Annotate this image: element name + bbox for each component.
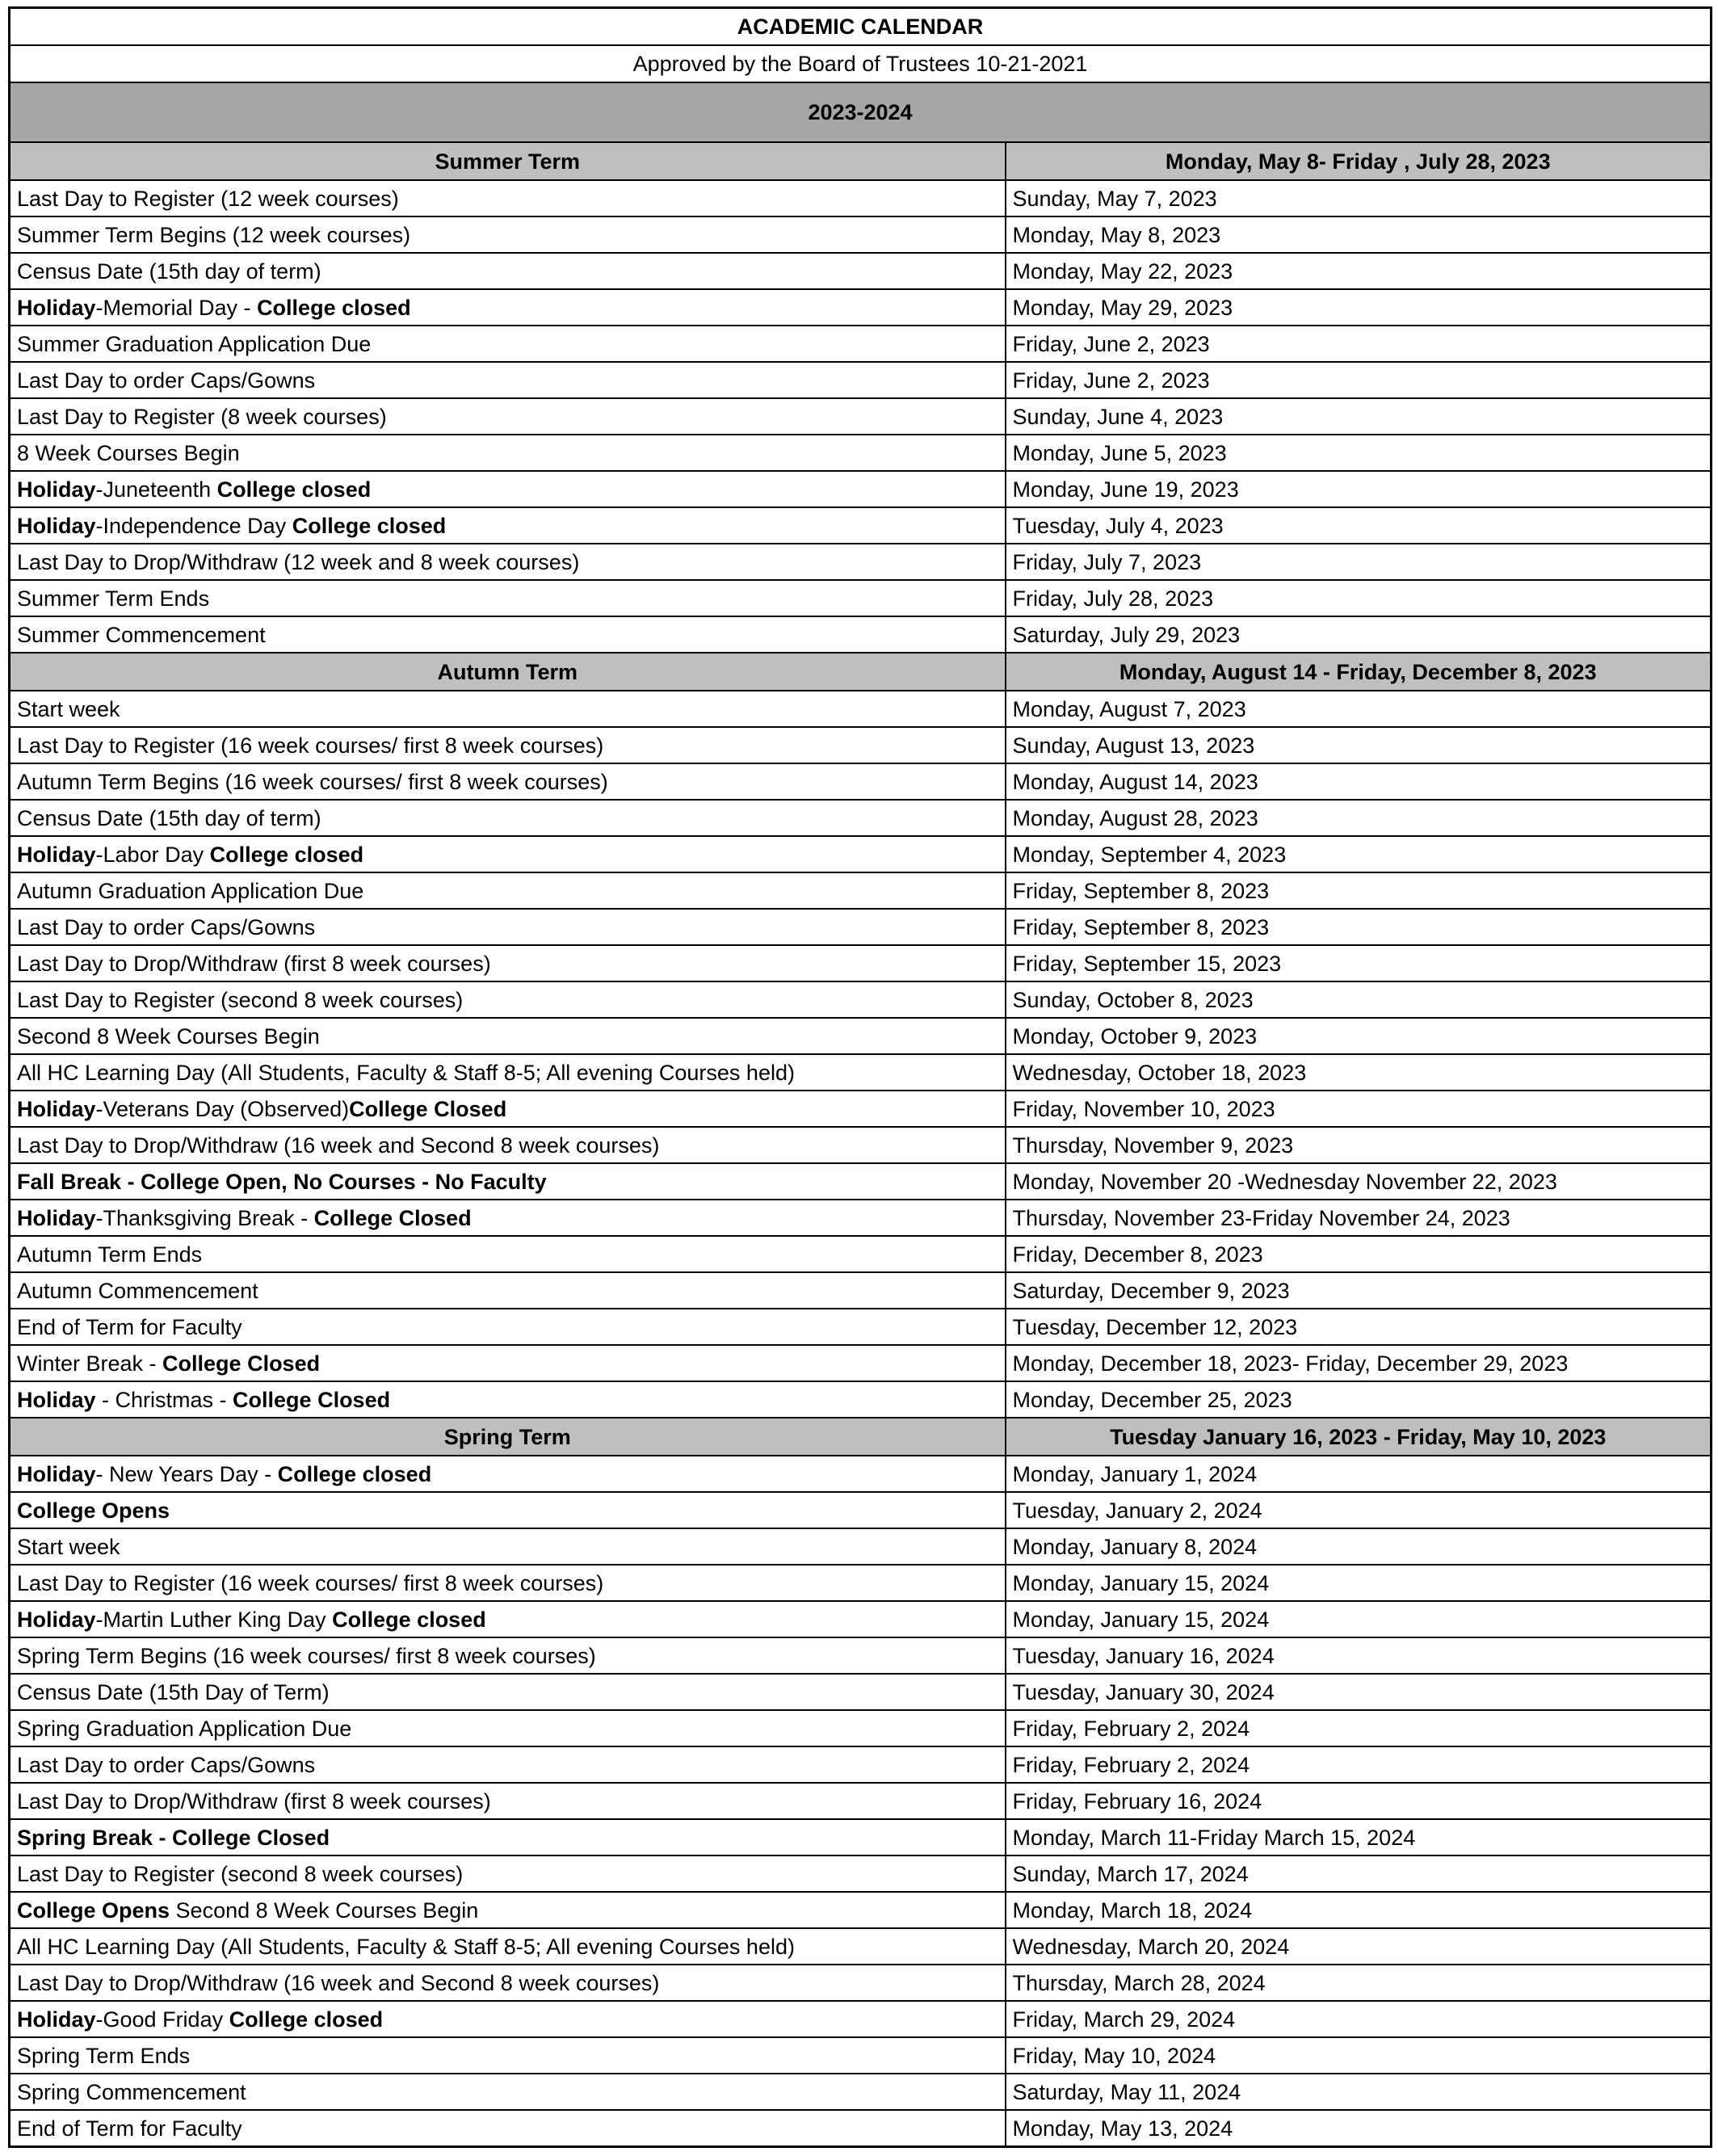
table-row (10, 1272, 1712, 1309)
event-label (10, 872, 1006, 909)
event-label-part: College closed (216, 477, 372, 502)
event-label-part: All HC Learning Day (All Students, Faculty & Staff 8-5; All evening Courses held) (17, 1060, 795, 1085)
table-row (10, 1492, 1712, 1528)
event-date: Monday, December 18, 2023- Friday, December 29, 2023 (1006, 1345, 1712, 1381)
table-row (10, 616, 1712, 653)
event-date: Friday, September 15, 2023 (1006, 945, 1712, 981)
term-header-row (10, 653, 1712, 691)
event-label-part: College Opens (17, 1498, 170, 1523)
table-row (10, 2001, 1712, 2037)
event-label (10, 1783, 1006, 1819)
event-date: Monday, January 8, 2024 (1006, 1528, 1712, 1565)
event-label (10, 945, 1006, 981)
event-date: Saturday, May 11, 2024 (1006, 2074, 1712, 2110)
event-label-part: Last Day to Register (12 week courses) (17, 186, 399, 211)
table-row (10, 1456, 1712, 1492)
event-label (10, 1601, 1006, 1637)
event-date: Friday, March 29, 2024 (1006, 2001, 1712, 2037)
table-row (10, 1236, 1712, 1272)
event-label (10, 2037, 1006, 2074)
event-date: Saturday, July 29, 2023 (1006, 616, 1712, 653)
event-label-part: Spring Graduation Application Due (17, 1716, 352, 1741)
table-row (10, 727, 1712, 763)
table-row (10, 1928, 1712, 1965)
event-label-part: Holiday (17, 1387, 96, 1412)
event-date: Monday, March 18, 2024 (1006, 1892, 1712, 1928)
event-date: Thursday, November 23-Friday November 24, 2023 (1006, 1200, 1712, 1236)
event-label (10, 2074, 1006, 2110)
event-label-part: Holiday (17, 1461, 96, 1486)
event-date: Sunday, June 4, 2023 (1006, 398, 1712, 435)
event-label-part: -Memorial Day - (95, 295, 258, 320)
event-date: Monday, May 22, 2023 (1006, 253, 1712, 289)
event-label (10, 580, 1006, 616)
table-row (10, 2110, 1712, 2147)
event-label-part: -Juneteenth (95, 477, 217, 502)
event-date: Monday, December 25, 2023 (1006, 1381, 1712, 1418)
event-label-part: Autumn Commencement (17, 1278, 258, 1303)
event-label-part: Holiday (17, 842, 96, 867)
event-label-part: - Christmas - (95, 1387, 233, 1412)
event-label (10, 289, 1006, 326)
event-date: Friday, May 10, 2024 (1006, 2037, 1712, 2074)
event-date: Friday, December 8, 2023 (1006, 1236, 1712, 1272)
term-header-row (10, 142, 1712, 180)
event-date: Monday, January 1, 2024 (1006, 1456, 1712, 1492)
event-date: Wednesday, March 20, 2024 (1006, 1928, 1712, 1965)
table-row (10, 1856, 1712, 1892)
term-name: Summer Term (10, 142, 1006, 180)
table-row (10, 945, 1712, 981)
event-label-part: Autumn Term Ends (17, 1242, 203, 1267)
event-label (10, 2110, 1006, 2147)
table-row (10, 580, 1712, 616)
event-label-part: College Closed (233, 1387, 391, 1412)
event-label (10, 435, 1006, 471)
event-date: Monday, June 5, 2023 (1006, 435, 1712, 471)
table-row (10, 362, 1712, 398)
event-date: Friday, July 7, 2023 (1006, 544, 1712, 580)
event-label-part: -Labor Day (95, 842, 210, 867)
table-row (10, 800, 1712, 836)
event-label-part: Last Day to Register (16 week courses/ first 8 week courses) (17, 1570, 604, 1595)
calendar-year-row (10, 82, 1712, 142)
table-row (10, 1054, 1712, 1091)
page-title: ACADEMIC CALENDAR (10, 8, 1712, 46)
event-label-part: Holiday (17, 1607, 96, 1632)
event-date: Wednesday, October 18, 2023 (1006, 1054, 1712, 1091)
event-label (10, 1163, 1006, 1200)
table-row (10, 216, 1712, 253)
event-label (10, 253, 1006, 289)
event-label-part: Last Day to Register (16 week courses/ first 8 week courses) (17, 733, 604, 758)
event-label-part: College closed (292, 513, 447, 538)
event-label (10, 691, 1006, 727)
event-label-part: Last Day to Drop/Withdraw (first 8 week courses) (17, 1788, 491, 1813)
event-date: Monday, August 14, 2023 (1006, 763, 1712, 800)
event-label-part: All HC Learning Day (All Students, Faculty & Staff 8-5; All evening Courses held) (17, 1934, 795, 1959)
event-label (10, 1565, 1006, 1601)
academic-calendar-table (8, 6, 1712, 2148)
table-row (10, 1381, 1712, 1418)
event-label (10, 909, 1006, 945)
event-label-part: College closed (257, 295, 411, 320)
event-date: Monday, January 15, 2024 (1006, 1565, 1712, 1601)
event-label (10, 544, 1006, 580)
table-row (10, 691, 1712, 727)
event-date: Monday, May 8, 2023 (1006, 216, 1712, 253)
event-date: Tuesday, December 12, 2023 (1006, 1309, 1712, 1345)
table-row (10, 1018, 1712, 1054)
event-label (10, 1928, 1006, 1965)
event-label-part: Summer Commencement (17, 622, 266, 647)
calendar-body (10, 8, 1712, 2147)
event-label-part: Summer Term Begins (12 week courses) (17, 222, 411, 247)
event-label (10, 1674, 1006, 1710)
event-label (10, 398, 1006, 435)
event-label-part: College Closed (349, 1096, 507, 1121)
table-row (10, 1127, 1712, 1163)
event-date: Tuesday, July 4, 2023 (1006, 507, 1712, 544)
event-label-part: -Thanksgiving Break - (95, 1205, 314, 1230)
table-row (10, 180, 1712, 216)
table-row (10, 1746, 1712, 1783)
event-label-part: Last Day to Drop/Withdraw (16 week and Second 8 week courses) (17, 1970, 660, 1995)
table-row (10, 544, 1712, 580)
event-label-part: Second 8 Week Courses Begin (17, 1023, 320, 1049)
event-label-part: Fall Break - College Open, No Courses - No Faculty (17, 1169, 547, 1194)
event-label-part: Last Day to order Caps/Gowns (17, 914, 316, 939)
table-row (10, 253, 1712, 289)
table-row (10, 2074, 1712, 2110)
event-label (10, 1892, 1006, 1928)
table-row (10, 763, 1712, 800)
event-date: Monday, August 28, 2023 (1006, 800, 1712, 836)
event-label (10, 180, 1006, 216)
event-label-part: College closed (277, 1461, 432, 1486)
event-label (10, 1637, 1006, 1674)
event-label (10, 1381, 1006, 1418)
event-label-part: 8 Week Courses Begin (17, 440, 240, 465)
term-date-range: Monday, May 8- Friday , July 28, 2023 (1006, 142, 1712, 180)
approval-subtitle: Approved by the Board of Trustees 10-21-2021 (10, 45, 1712, 82)
table-row (10, 435, 1712, 471)
event-date: Friday, November 10, 2023 (1006, 1091, 1712, 1127)
term-header-row (10, 1418, 1712, 1456)
event-label (10, 800, 1006, 836)
table-row (10, 1819, 1712, 1856)
event-date: Monday, May 13, 2024 (1006, 2110, 1712, 2147)
event-label-part: Last Day to Drop/Withdraw (first 8 week courses) (17, 951, 491, 976)
event-label (10, 1856, 1006, 1892)
table-row (10, 1674, 1712, 1710)
table-row (10, 909, 1712, 945)
event-label-part: Last Day to Register (second 8 week courses) (17, 987, 464, 1012)
event-date: Sunday, March 17, 2024 (1006, 1856, 1712, 1892)
event-label-part: -Veterans Day (Observed) (95, 1096, 350, 1121)
event-date: Friday, July 28, 2023 (1006, 580, 1712, 616)
event-date: Monday, June 19, 2023 (1006, 471, 1712, 507)
table-row (10, 326, 1712, 362)
event-label-part: -Good Friday (95, 2007, 229, 2032)
event-date: Friday, September 8, 2023 (1006, 872, 1712, 909)
table-row (10, 1528, 1712, 1565)
table-row (10, 289, 1712, 326)
event-label-part: College Closed (313, 1205, 472, 1230)
event-label (10, 1819, 1006, 1856)
term-date-range: Tuesday January 16, 2023 - Friday, May 10, 2023 (1006, 1418, 1712, 1456)
table-row (10, 1163, 1712, 1200)
event-date: Monday, November 20 -Wednesday November 22, 2023 (1006, 1163, 1712, 1200)
event-label (10, 1965, 1006, 2001)
event-label (10, 507, 1006, 544)
event-label (10, 981, 1006, 1018)
event-label (10, 1127, 1006, 1163)
event-date: Friday, February 2, 2024 (1006, 1710, 1712, 1746)
calendar-title-row (10, 8, 1712, 46)
event-date: Saturday, December 9, 2023 (1006, 1272, 1712, 1309)
event-label (10, 471, 1006, 507)
event-label-part: Autumn Term Begins (16 week courses/ first 8 week courses) (17, 769, 608, 794)
event-label-part: Holiday (17, 477, 96, 502)
event-date: Friday, February 16, 2024 (1006, 1783, 1712, 1819)
event-label (10, 1272, 1006, 1309)
event-label (10, 1492, 1006, 1528)
table-row (10, 1637, 1712, 1674)
table-row (10, 507, 1712, 544)
event-label-part: Holiday (17, 513, 96, 538)
event-date: Friday, February 2, 2024 (1006, 1746, 1712, 1783)
academic-year-banner: 2023-2024 (10, 82, 1712, 142)
event-date: Tuesday, January 2, 2024 (1006, 1492, 1712, 1528)
event-label (10, 1309, 1006, 1345)
event-label-part: Last Day to Drop/Withdraw (16 week and Second 8 week courses) (17, 1133, 660, 1158)
event-label-part: Winter Break - (17, 1351, 163, 1376)
table-row (10, 398, 1712, 435)
event-label-part: Census Date (15th Day of Term) (17, 1679, 330, 1704)
event-label-part: Summer Term Ends (17, 586, 210, 611)
event-label (10, 836, 1006, 872)
calendar-subtitle-row (10, 45, 1712, 82)
event-label-part: Holiday (17, 2007, 96, 2032)
event-label (10, 616, 1006, 653)
event-label-part: End of Term for Faculty (17, 1314, 242, 1339)
event-label-part: Census Date (15th day of term) (17, 258, 321, 284)
event-label-part: End of Term for Faculty (17, 2116, 242, 2141)
event-label-part: Last Day to Register (second 8 week courses) (17, 1861, 464, 1886)
event-label (10, 1710, 1006, 1746)
event-label-part: Spring Break - College Closed (17, 1825, 330, 1850)
table-row (10, 471, 1712, 507)
table-row (10, 1892, 1712, 1928)
table-row (10, 1710, 1712, 1746)
event-date: Friday, September 8, 2023 (1006, 909, 1712, 945)
event-label (10, 326, 1006, 362)
event-date: Sunday, August 13, 2023 (1006, 727, 1712, 763)
event-label-part: College closed (229, 2007, 384, 2032)
table-row (10, 1965, 1712, 2001)
event-date: Friday, June 2, 2023 (1006, 362, 1712, 398)
event-label-part: Summer Graduation Application Due (17, 331, 372, 356)
event-label-part: Last Day to Drop/Withdraw (12 week and 8 week courses) (17, 549, 580, 574)
table-row (10, 1200, 1712, 1236)
event-label-part: College closed (332, 1607, 486, 1632)
event-label-part: -Independence Day (95, 513, 292, 538)
event-label-part: Last Day to Register (8 week courses) (17, 404, 387, 429)
table-row (10, 1345, 1712, 1381)
event-label-part: Spring Term Ends (17, 2043, 191, 2068)
event-date: Thursday, November 9, 2023 (1006, 1127, 1712, 1163)
event-date: Thursday, March 28, 2024 (1006, 1965, 1712, 2001)
term-date-range: Monday, August 14 - Friday, December 8, 2023 (1006, 653, 1712, 691)
event-label (10, 216, 1006, 253)
table-row (10, 1091, 1712, 1127)
event-label (10, 1200, 1006, 1236)
event-label-part: Last Day to order Caps/Gowns (17, 1752, 316, 1777)
event-label-part: Census Date (15th day of term) (17, 805, 321, 830)
event-label-part: College Closed (162, 1351, 321, 1376)
table-row (10, 872, 1712, 909)
event-label-part: -Martin Luther King Day (95, 1607, 333, 1632)
event-label-part: Holiday (17, 295, 96, 320)
table-row (10, 1565, 1712, 1601)
event-label-part: Start week (17, 696, 120, 721)
event-date: Monday, August 7, 2023 (1006, 691, 1712, 727)
event-date: Monday, January 15, 2024 (1006, 1601, 1712, 1637)
event-date: Tuesday, January 30, 2024 (1006, 1674, 1712, 1710)
event-label (10, 1236, 1006, 1272)
event-label-part: College Opens (17, 1898, 170, 1923)
event-date: Sunday, May 7, 2023 (1006, 180, 1712, 216)
event-date: Monday, September 4, 2023 (1006, 836, 1712, 872)
event-label (10, 1091, 1006, 1127)
event-label-part: Start week (17, 1534, 120, 1559)
event-label (10, 763, 1006, 800)
term-name: Spring Term (10, 1418, 1006, 1456)
event-label (10, 1456, 1006, 1492)
table-row (10, 2037, 1712, 2074)
event-label-part: - New Years Day - (95, 1461, 278, 1486)
event-label-part: Second 8 Week Courses Begin (170, 1898, 479, 1923)
event-label-part: Autumn Graduation Application Due (17, 878, 364, 903)
event-date: Sunday, October 8, 2023 (1006, 981, 1712, 1018)
event-date: Monday, May 29, 2023 (1006, 289, 1712, 326)
event-date: Monday, March 11-Friday March 15, 2024 (1006, 1819, 1712, 1856)
event-label-part: Spring Commencement (17, 2079, 246, 2104)
term-name: Autumn Term (10, 653, 1006, 691)
event-label (10, 1746, 1006, 1783)
table-row (10, 981, 1712, 1018)
table-row (10, 836, 1712, 872)
event-label-part: Last Day to order Caps/Gowns (17, 368, 316, 393)
event-label (10, 1054, 1006, 1091)
event-label (10, 1528, 1006, 1565)
event-label (10, 2001, 1006, 2037)
event-date: Friday, June 2, 2023 (1006, 326, 1712, 362)
table-row (10, 1309, 1712, 1345)
event-label (10, 362, 1006, 398)
table-row (10, 1601, 1712, 1637)
event-label-part: Spring Term Begins (16 week courses/ first 8 week courses) (17, 1643, 596, 1668)
event-date: Monday, October 9, 2023 (1006, 1018, 1712, 1054)
event-label-part: Holiday (17, 1205, 96, 1230)
event-label (10, 727, 1006, 763)
table-row (10, 1783, 1712, 1819)
event-label (10, 1345, 1006, 1381)
event-label-part: Holiday (17, 1096, 96, 1121)
event-label-part: College closed (209, 842, 364, 867)
event-label (10, 1018, 1006, 1054)
event-date: Tuesday, January 16, 2024 (1006, 1637, 1712, 1674)
